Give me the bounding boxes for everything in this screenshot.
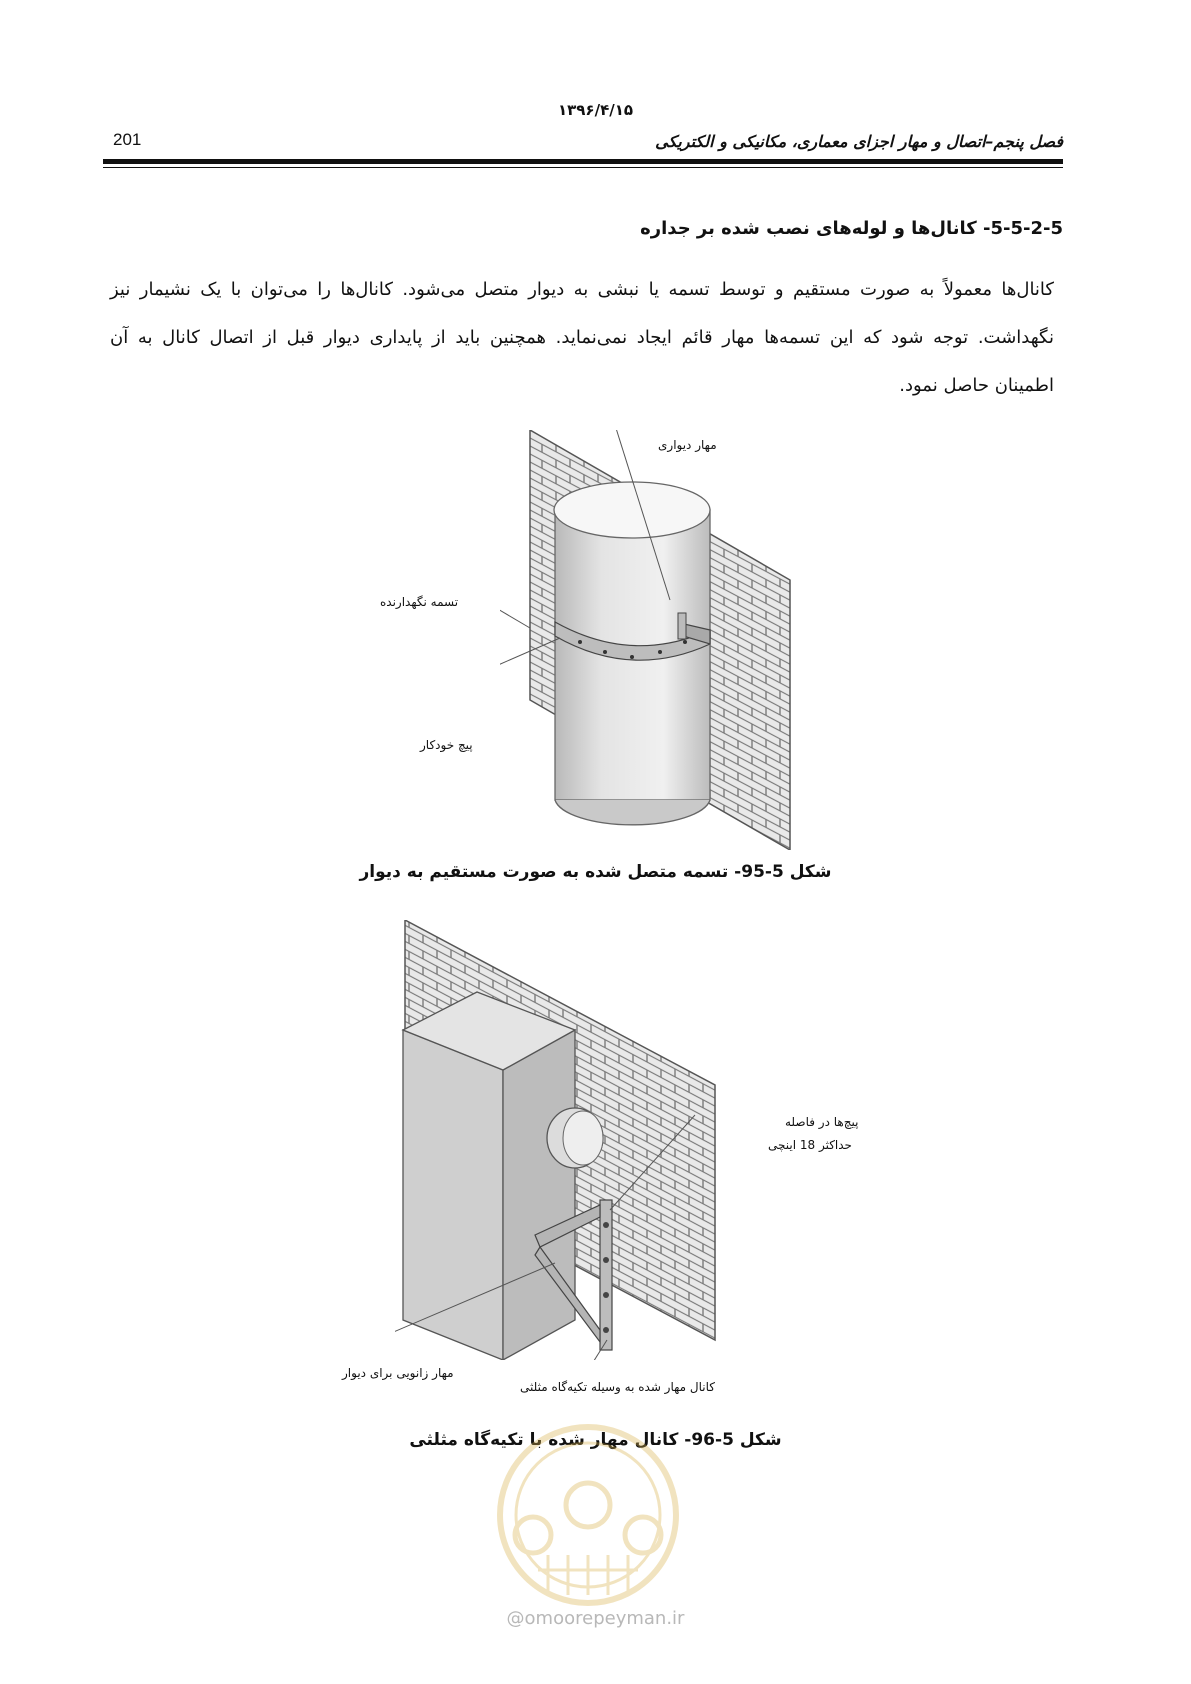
- label-screw-spacing-2: حداکثر 18 اینچی: [768, 1138, 852, 1152]
- section-heading: 5-5-2-5- کانال‌ها و لوله‌های نصب شده بر جداره: [640, 218, 1063, 239]
- label-wall-anchor: مهار دیواری: [658, 438, 717, 452]
- label-triangular-support: کانال مهار شده به وسیله تکیه‌گاه مثلثی: [520, 1380, 715, 1394]
- header-rule-thin: [103, 167, 1063, 168]
- round-duct-top: [554, 482, 710, 538]
- figure-2-illustration: [395, 920, 725, 1360]
- figure-2-caption: شکل 5-96- کانال مهار شده با تکیه‌گاه مثلثی: [409, 1430, 782, 1450]
- figure-1-caption: شکل 5-95- تسمه متصل شده به صورت مستقیم به دیوار: [359, 862, 832, 882]
- figure-1-illustration: [500, 430, 800, 850]
- page-number: 201: [113, 130, 142, 149]
- header-rule-thick: [103, 159, 1063, 164]
- label-screw-spacing-1: پیچ‌ها در فاصله: [785, 1115, 859, 1129]
- label-self-tapping-screw: پیچ خودکار: [420, 738, 473, 752]
- header-date: ۱۳۹۶/۴/۱۵: [557, 101, 634, 119]
- label-knee-brace: مهار زانویی برای دیوار: [342, 1366, 454, 1380]
- body-line-2: نگهداشت. توجه شود که این تسمه‌ها مهار قائم ایجاد نمی‌نماید. همچنین باید از پایداری دیوار قبل از اتصال کانال به آن: [110, 327, 1054, 348]
- body-line-1: کانال‌ها معمولاً به صورت مستقیم و توسط تسمه یا نبشی به دیوار متصل می‌شود. کانال‌ها را می‌توان با یک نشیمار نیز: [110, 279, 1054, 300]
- body-paragraph: [110, 266, 1054, 410]
- chapter-title: فصل پنجم–اتصال و مهار اجزای معماری، مکانیکی و الکتریکی: [655, 132, 1063, 151]
- label-retaining-strap: تسمه نگهدارنده: [380, 595, 459, 609]
- duct-front-face: [403, 1030, 503, 1360]
- watermark-logo: [478, 1405, 698, 1615]
- body-line-3: اطمینان حاصل نمود.: [899, 375, 1054, 396]
- watermark-site: @omoorepeyman.ir: [506, 1608, 685, 1629]
- duct-side-face: [503, 1030, 575, 1360]
